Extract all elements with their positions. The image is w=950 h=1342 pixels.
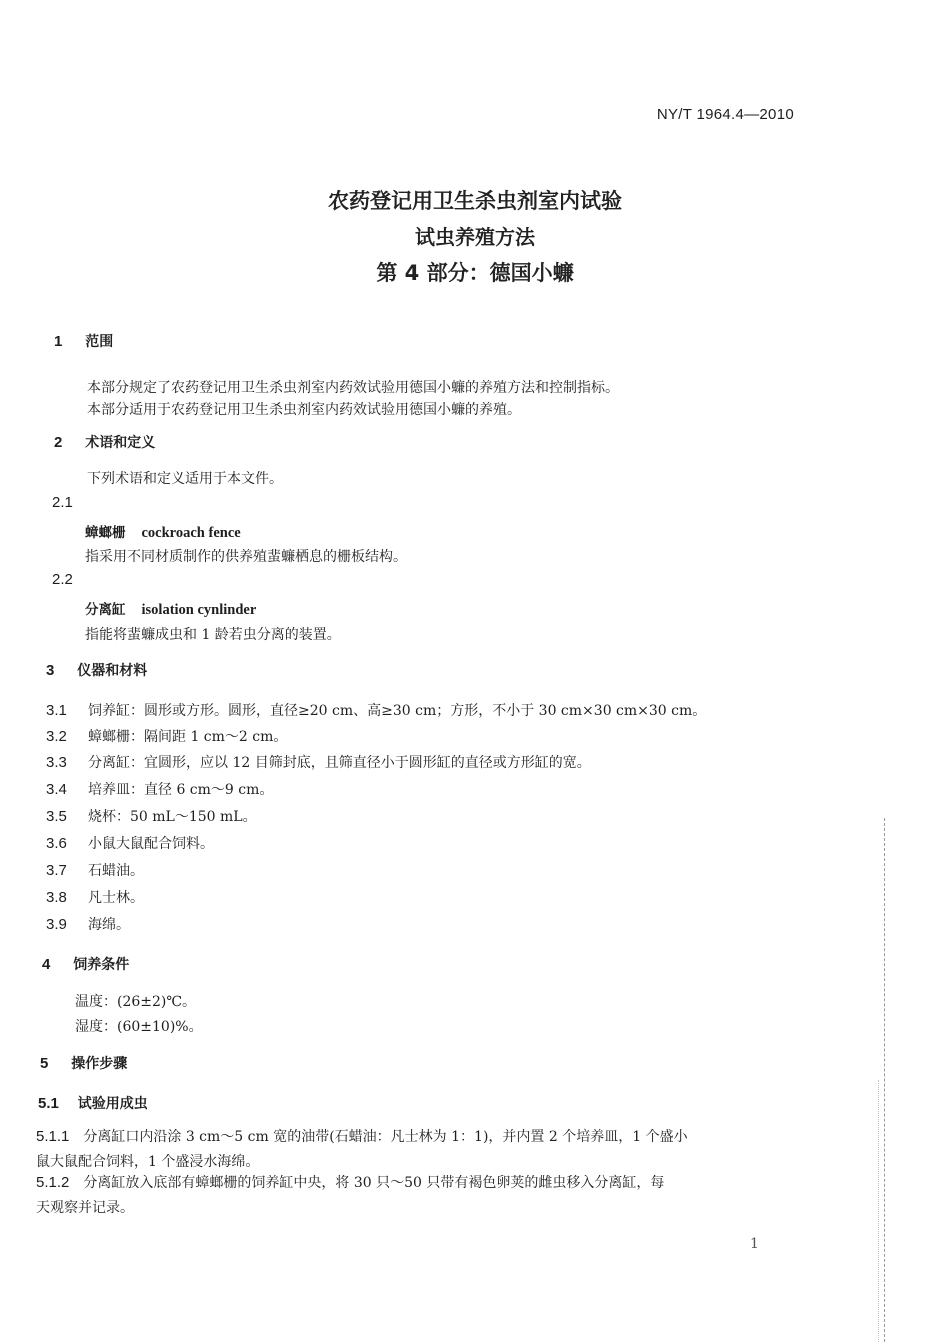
item-number: 3.6 (46, 835, 67, 852)
section-2-paragraph: 下列术语和定义适用于本文件。 (87, 471, 283, 487)
standard-number: NY/T 1964.4—2010 (656, 106, 794, 123)
section-3-number: 3 (46, 662, 55, 679)
item-number: 3.3 (46, 754, 67, 771)
section-1-title: 范围 (85, 334, 114, 350)
definition-2-2-text: 指能将蜚蠊成虫和 1 龄若虫分离的装置。 (85, 627, 341, 643)
section-5-heading (40, 1053, 127, 1073)
title-line-2: 试虫养殖方法 (415, 225, 535, 249)
item-text: 小鼠大鼠配合饲料。 (88, 836, 214, 852)
item-number: 3.8 (46, 889, 67, 906)
section-5-number: 5 (40, 1055, 49, 1072)
definition-2-1-number: 2.1 (52, 494, 73, 511)
paragraph-5-1-2-line-2: 天观察并记录。 (36, 1200, 134, 1216)
item-text: 海绵。 (88, 917, 130, 933)
definition-2-2-term-en: isolation cynlinder (141, 602, 257, 618)
definition-2-1-term (85, 521, 241, 542)
section-1-heading (54, 331, 113, 351)
definition-2-1-term-en: cockroach fence (141, 525, 241, 541)
section-5-title: 操作步骤 (71, 1056, 128, 1072)
list-item (46, 806, 257, 826)
item-text: 石蜡油。 (88, 863, 144, 879)
item-text: 蟑螂栅：隔间距 1 cm～2 cm。 (88, 729, 288, 745)
section-1-paragraph-2: 本部分适用于农药登记用卫生杀虫剂室内药效试验用德国小蠊的养殖。 (87, 402, 521, 418)
item-text: 凡士林。 (88, 890, 144, 906)
definition-2-2-number: 2.2 (52, 571, 73, 588)
paragraph-5-1-2 (36, 1172, 664, 1192)
item-number: 3.2 (46, 728, 67, 745)
section-4-title: 饲养条件 (73, 957, 130, 973)
section-3-heading (46, 660, 147, 680)
page-number: 1 (750, 1236, 759, 1252)
definition-2-1-text: 指采用不同材质制作的供养殖蜚蠊栖息的栅板结构。 (85, 549, 407, 565)
definition-2-2-term-zh: 分离缸 (85, 602, 126, 618)
humidity-text: 湿度：(60±10)%。 (75, 1019, 203, 1035)
subsection-5-1-number: 5.1 (38, 1095, 59, 1112)
scan-edge-line (884, 818, 885, 1342)
section-2-number: 2 (54, 434, 63, 451)
list-item (46, 700, 706, 720)
paragraph-5-1-2-number: 5.1.2 (36, 1174, 70, 1191)
paragraph-5-1-1-line-1: 分离缸口内沿涂 3 cm～5 cm 宽的油带(石蜡油：凡士林为 1：1)，并内置 2 个培养皿，1 个盛小 (83, 1129, 688, 1145)
item-text: 饲养缸：圆形或方形。圆形，直径≥20 cm、高≥30 cm；方形，不小于 30 cm×30 cm×30 cm。 (88, 703, 707, 719)
section-2-title: 术语和定义 (85, 435, 156, 451)
list-item (46, 752, 591, 772)
definition-2-2-term (85, 598, 256, 619)
item-text: 烧杯：50 mL～150 mL。 (88, 809, 257, 825)
title-line-1: 农药登记用卫生杀虫剂室内试验 (328, 189, 622, 213)
section-3-title: 仪器和材料 (77, 663, 148, 679)
list-item (46, 914, 130, 934)
definition-2-1-term-zh: 蟑螂栅 (85, 525, 126, 541)
item-text: 分离缸：宜圆形，应以 12 目筛封底，且筛直径小于圆形缸的直径或方形缸的宽。 (88, 755, 591, 771)
list-item (46, 833, 214, 853)
section-1-paragraph-1: 本部分规定了农药登记用卫生杀虫剂室内药效试验用德国小蠊的养殖方法和控制指标。 (87, 380, 619, 396)
subsection-5-1-heading (38, 1093, 148, 1113)
item-number: 3.9 (46, 916, 67, 933)
paragraph-5-1-1-number: 5.1.1 (36, 1128, 70, 1145)
section-2-heading (54, 432, 155, 452)
item-number: 3.5 (46, 808, 67, 825)
paragraph-5-1-1-line-2: 鼠大鼠配合饲料，1 个盛浸水海绵。 (36, 1154, 260, 1170)
section-4-heading (42, 954, 129, 974)
list-item (46, 887, 144, 907)
subsection-5-1-title: 试验用成虫 (77, 1096, 148, 1112)
item-number: 3.1 (46, 702, 67, 719)
title-line-3: 第 4 部分：德国小蠊 (376, 261, 574, 285)
item-number: 3.7 (46, 862, 67, 879)
temperature-text: 温度：(26±2)℃。 (75, 994, 197, 1010)
paragraph-5-1-1 (36, 1126, 688, 1146)
section-1-number: 1 (54, 333, 63, 350)
scan-edge-line-secondary (878, 1080, 879, 1342)
item-number: 3.4 (46, 781, 67, 798)
paragraph-5-1-2-line-1: 分离缸放入底部有蟑螂栅的饲养缸中央，将 30 只～50 只带有褐色卵荚的雌虫移入分离缸，每 (83, 1175, 665, 1191)
item-text: 培养皿：直径 6 cm～9 cm。 (88, 782, 274, 798)
list-item (46, 860, 144, 880)
list-item (46, 779, 273, 799)
section-4-number: 4 (42, 956, 51, 973)
list-item (46, 726, 287, 746)
